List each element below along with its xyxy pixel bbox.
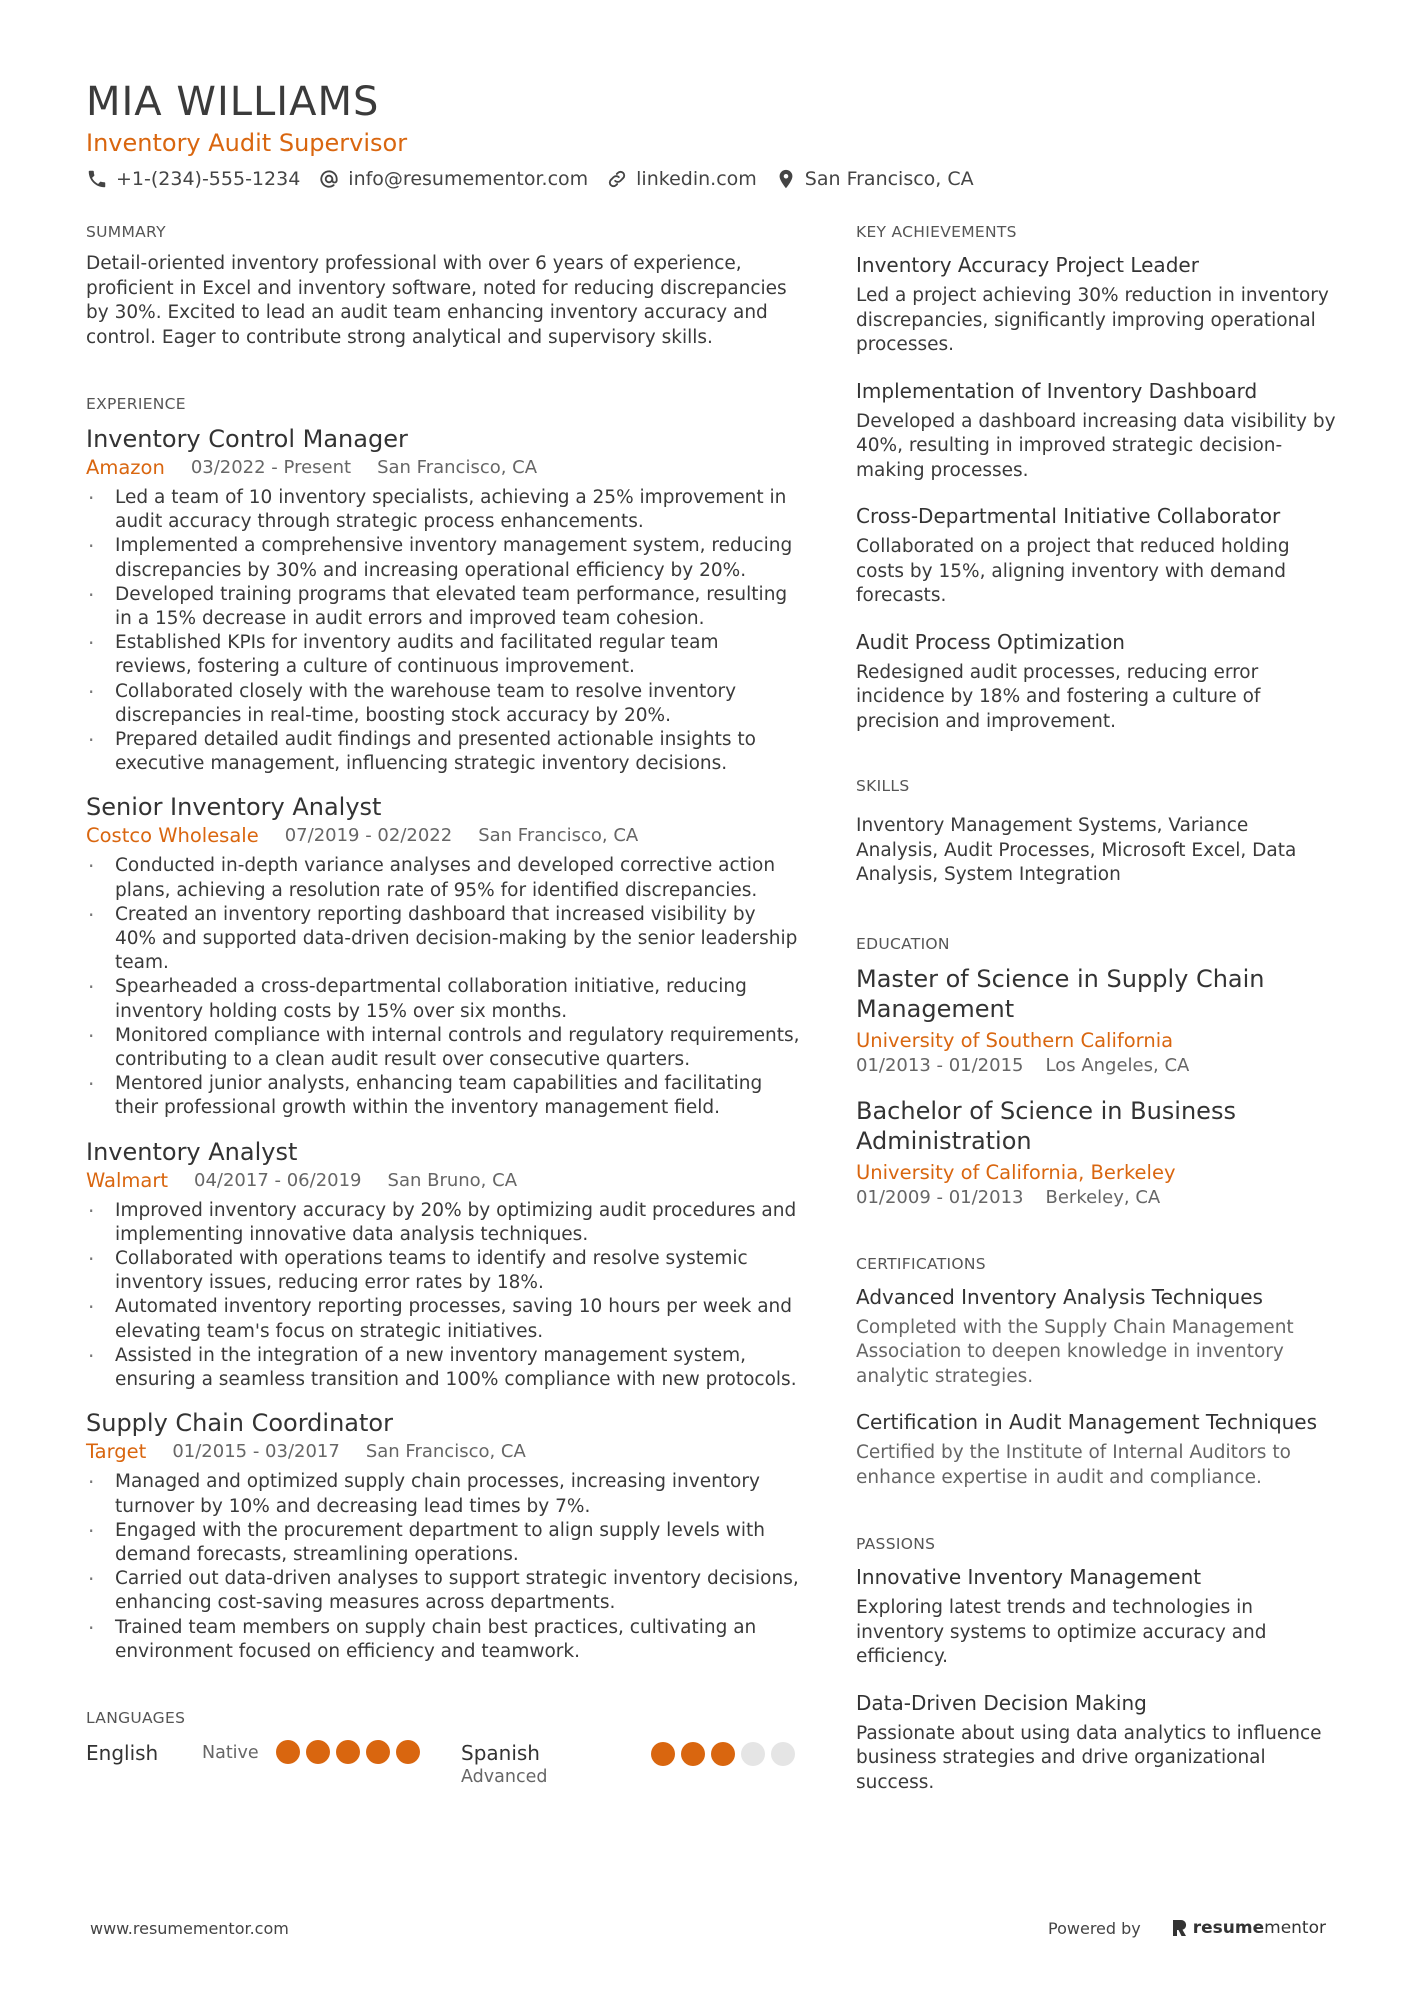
achievement-item — [856, 378, 1336, 484]
achievement-item — [856, 503, 1336, 609]
passion-item — [856, 1564, 1336, 1670]
education-location: Berkeley, CA — [1045, 1186, 1161, 1208]
job-location: San Francisco, CA — [377, 457, 538, 478]
brand-bold: resume — [1192, 1918, 1265, 1938]
job-company: Costco Wholesale — [86, 824, 259, 848]
rating-dot-filled — [306, 1740, 330, 1764]
certification-item — [856, 1284, 1336, 1390]
contact-phone-text: +1-(234)-555-1234 — [116, 168, 301, 190]
education-meta — [856, 1054, 1336, 1078]
rating-dot-filled — [651, 1742, 675, 1766]
contact-location — [775, 166, 974, 192]
achievement-desc: Collaborated on a project that reduced holding costs by 15%, aligning inventory with demand forecasts. — [856, 536, 1290, 606]
powered-by-label: Powered by — [1048, 1918, 1141, 1938]
job-bullet: · Automated inventory reporting processes, saving 10 hours per week and elevating team's focus on strategic initiatives. — [86, 1295, 801, 1343]
right-column — [856, 222, 1336, 1795]
job-bullets — [86, 854, 801, 1120]
summary-section — [86, 222, 801, 350]
education-location: Los Angeles, CA — [1045, 1054, 1190, 1076]
job-bullet: · Established KPIs for inventory audits and facilitated regular team reviews, fostering a culture of continuous improvement. — [86, 631, 801, 679]
education-item — [856, 964, 1336, 1078]
languages-section — [86, 1708, 801, 1790]
achievement-title: Audit Process Optimization — [856, 629, 1125, 654]
achievement-desc: Redesigned audit processes, reducing error incidence by 18% and fostering a culture of precision and improvement. — [856, 661, 1261, 732]
experience-section — [86, 394, 801, 1664]
job-bullet: · Developed training programs that elevated team performance, resulting in a 15% decrease in audit errors and improved team cohesion. — [86, 583, 801, 631]
page-footer — [90, 1918, 1326, 1938]
at-icon — [318, 168, 340, 190]
job-meta — [86, 824, 801, 848]
certifications-heading: CERTIFICATIONS — [856, 1254, 986, 1273]
education-section — [856, 934, 1336, 1210]
summary-heading: SUMMARY — [86, 223, 166, 241]
languages-row — [86, 1740, 801, 1790]
job-entry — [86, 424, 801, 776]
education-dates: 01/2009 - 01/2013 — [856, 1186, 1024, 1208]
rating-dot-empty — [741, 1742, 765, 1766]
certification-title: Advanced Inventory Analysis Techniques — [856, 1284, 1263, 1309]
job-bullet: · Led a team of 10 inventory specialists, achieving a 25% improvement in audit accuracy through strategic process enhancements. — [86, 486, 801, 534]
language-level: Advanced — [461, 1766, 548, 1787]
rating-dot-empty — [771, 1742, 795, 1766]
job-bullet: · Conducted in-depth variance analyses and developed corrective action plans, achieving a resolution rate of 95% for identified discrepancies. — [86, 854, 801, 902]
rating-dot-filled — [366, 1740, 390, 1764]
job-meta — [86, 1440, 801, 1464]
job-title: Inventory Control Manager — [86, 425, 408, 453]
contact-phone[interactable] — [86, 166, 300, 192]
job-bullet: · Carried out data-driven analyses to support strategic inventory decisions, enhancing cost-saving measures across departments. — [86, 1567, 801, 1615]
job-location: San Francisco, CA — [478, 825, 639, 847]
job-dates: 04/2017 - 06/2019 — [194, 1169, 362, 1191]
language-label-wrap — [461, 1740, 547, 1790]
rating-dot-filled — [276, 1740, 300, 1764]
job-bullet: · Mentored junior analysts, enhancing team capabilities and facilitating their professional growth within the inventory management field. — [86, 1072, 801, 1120]
certification-desc: Completed with the Supply Chain Management Association to deepen knowledge in inventory analytic strategies. — [856, 1316, 1294, 1387]
link-icon — [606, 168, 628, 190]
achievement-item — [856, 252, 1336, 358]
job-bullet: · Engaged with the procurement department to align supply levels with demand forecasts, streamlining operations. — [86, 1519, 801, 1567]
brand-logo[interactable] — [1171, 1918, 1326, 1938]
job-dates: 03/2022 - Present — [190, 457, 352, 478]
resume-header — [86, 78, 1326, 192]
language-name: English — [86, 1740, 159, 1765]
job-bullet: · Prepared detailed audit findings and presented actionable insights to executive management, influencing strategic inventory decisions. — [86, 728, 801, 776]
job-bullet: · Created an inventory reporting dashboard that increased visibility by 40% and supported data-driven decision-making by the senior leadership team. — [86, 903, 801, 976]
footer-url[interactable]: www.resumementor.com — [90, 1918, 289, 1938]
certification-desc: Certified by the Institute of Internal Auditors to enhance expertise in audit and compliance. — [856, 1442, 1291, 1488]
passions-heading: PASSIONS — [856, 1535, 936, 1553]
achievement-title: Implementation of Inventory Dashboard — [856, 378, 1258, 403]
job-entry — [86, 792, 801, 1120]
education-school: University of California, Berkeley — [856, 1160, 1176, 1184]
rating-dot-filled — [396, 1740, 420, 1764]
brand-rest: mentor — [1264, 1918, 1326, 1938]
achievement-item — [856, 629, 1336, 735]
passion-title: Innovative Inventory Management — [856, 1565, 1202, 1589]
passion-desc: Exploring latest trends and technologies in inventory systems to optimize accuracy and efficiency. — [856, 1597, 1267, 1667]
job-title: Inventory Analyst — [86, 1137, 298, 1166]
contact-bar — [86, 166, 1326, 192]
contact-linkedin-text: linkedin.com — [636, 168, 757, 190]
candidate-name: MIA WILLIAMS — [86, 79, 380, 125]
skills-text: Inventory Management Systems, Variance Analysis, Audit Processes, Microsoft Excel, Data Analysis, System Integration — [856, 815, 1297, 885]
language-rating — [651, 1742, 801, 1766]
left-column — [86, 222, 801, 1790]
education-dates: 01/2013 - 01/2015 — [856, 1054, 1024, 1076]
job-title: Supply Chain Coordinator — [86, 1409, 393, 1438]
education-heading: EDUCATION — [856, 934, 950, 953]
job-bullets — [86, 486, 801, 776]
education-degree: Bachelor of Science in Business Administration — [856, 1096, 1236, 1155]
skills-section — [856, 776, 1336, 888]
certifications-section — [856, 1254, 1336, 1491]
contact-email[interactable] — [318, 166, 588, 192]
job-bullet: · Improved inventory accuracy by 20% by optimizing audit procedures and implementing innovative data analysis techniques. — [86, 1199, 801, 1247]
achievement-desc: Led a project achieving 30% reduction in inventory discrepancies, significantly improving operational processes. — [856, 285, 1329, 355]
language-label-wrap — [86, 1740, 202, 1766]
job-meta — [86, 1169, 801, 1193]
job-bullet: · Spearheaded a cross-departmental collaboration initiative, reducing inventory holding costs by 15% over six months. — [86, 975, 801, 1023]
job-bullet: · Implemented a comprehensive inventory management system, reducing discrepancies by 30% and increasing operational efficiency by 20%. — [86, 534, 801, 582]
job-entry — [86, 1408, 801, 1664]
passion-title: Data-Driven Decision Making — [856, 1690, 1147, 1715]
certification-title: Certification in Audit Management Techniques — [856, 1410, 1318, 1434]
summary-text: Detail-oriented inventory professional with over 6 years of experience, proficient in Excel and inventory software, noted for reducing discrepancies by 30%. Excited to lead an audit team enhancing inventory accuracy and control. Eager to contribute strong analytical and supervisory skills. — [86, 253, 787, 348]
job-bullet: · Trained team members on supply chain best practices, cultivating an environment focused on efficiency and teamwork. — [86, 1616, 801, 1664]
job-bullets — [86, 1199, 801, 1393]
phone-icon — [86, 168, 108, 190]
rating-dot-filled — [336, 1740, 360, 1764]
achievement-title: Cross-Departmental Initiative Collaborator — [856, 504, 1281, 528]
achievement-desc: Developed a dashboard increasing data visibility by 40%, resulting in improved strategic decision-making processes. — [856, 410, 1336, 481]
experience-heading: EXPERIENCE — [86, 395, 186, 413]
job-bullet: · Assisted in the integration of a new inventory management system, ensuring a seamless transition and 100% compliance with new protocols. — [86, 1344, 801, 1392]
contact-email-text: info@resumementor.com — [348, 168, 589, 190]
language-name: Spanish — [461, 1740, 540, 1765]
job-company: Walmart — [86, 1168, 169, 1192]
location-icon — [775, 168, 797, 190]
achievements-section — [856, 222, 1336, 734]
education-item — [856, 1096, 1336, 1210]
passion-desc: Passionate about using data analytics to influence business strategies and drive organizational success. — [856, 1722, 1322, 1793]
resumementor-logo-icon — [1171, 1918, 1187, 1938]
job-bullet: · Collaborated closely with the warehouse team to resolve inventory discrepancies in real-time, boosting stock accuracy by 20%. — [86, 680, 801, 728]
language-item — [86, 1740, 461, 1766]
language-item — [461, 1740, 801, 1790]
job-title: Senior Inventory Analyst — [86, 793, 382, 822]
job-company: Target — [86, 1440, 147, 1464]
job-company: Amazon — [86, 456, 165, 479]
language-rating — [276, 1740, 426, 1764]
candidate-title: Inventory Audit Supervisor — [86, 129, 408, 157]
job-meta — [86, 456, 801, 480]
certification-item — [856, 1409, 1336, 1490]
language-level-wrap — [202, 1740, 276, 1766]
education-degree: Master of Science in Supply Chain Management — [856, 964, 1265, 1023]
passions-section — [856, 1534, 1336, 1795]
languages-heading: LANGUAGES — [86, 1708, 186, 1727]
education-school: University of Southern California — [856, 1028, 1174, 1052]
contact-location-text: San Francisco, CA — [804, 168, 974, 190]
job-bullet: · Monitored compliance with internal controls and regulatory requirements, contributing to a clean audit result over consecutive quarters. — [86, 1024, 801, 1072]
education-meta — [856, 1186, 1336, 1210]
contact-linkedin[interactable] — [606, 166, 757, 192]
achievement-title: Inventory Accuracy Project Leader — [856, 253, 1199, 277]
powered-by — [1048, 1918, 1326, 1938]
job-dates: 07/2019 - 02/2022 — [284, 825, 453, 847]
job-location: San Francisco, CA — [365, 1441, 526, 1463]
job-bullet: · Managed and optimized supply chain processes, increasing inventory turnover by 10% and decreasing lead times by 7%. — [86, 1470, 801, 1518]
job-bullets — [86, 1470, 801, 1664]
rating-dot-filled — [711, 1742, 735, 1766]
job-bullet: · Collaborated with operations teams to identify and resolve systemic inventory issues, reducing error rates by 18%. — [86, 1247, 801, 1295]
job-dates: 01/2015 - 03/2017 — [172, 1441, 340, 1463]
skills-heading: SKILLS — [856, 777, 910, 795]
language-level: Native — [202, 1742, 259, 1763]
job-location: San Bruno, CA — [387, 1169, 518, 1191]
achievements-heading: KEY ACHIEVEMENTS — [856, 223, 1017, 241]
passion-item — [856, 1690, 1336, 1796]
rating-dot-filled — [681, 1742, 705, 1766]
job-entry — [86, 1137, 801, 1393]
